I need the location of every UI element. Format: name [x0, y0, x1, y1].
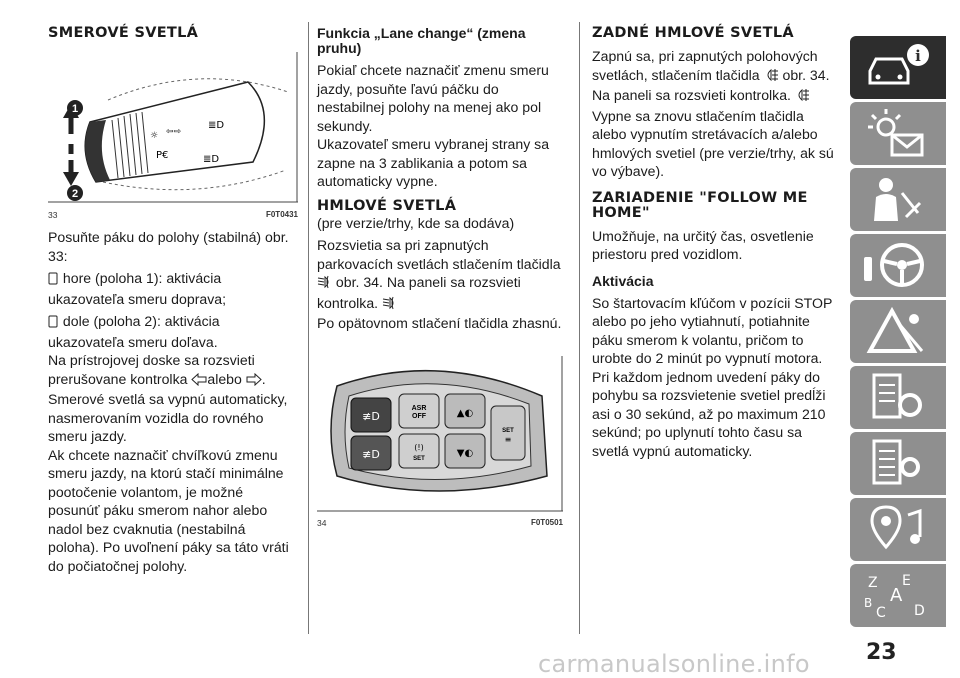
seat-airbag-icon [862, 173, 932, 225]
callout-2: 2 [71, 188, 79, 200]
front-fog-indicator-icon [382, 296, 397, 315]
figure-caption [48, 210, 298, 220]
svg-text:▲◐: ▲◐ [456, 407, 474, 419]
fog-note: (pre verzie/trhy, kde sa dodáva) [317, 214, 515, 231]
fog-p1 [317, 236, 563, 314]
rear-fog-p1 [592, 47, 840, 107]
svg-text:D: D [914, 603, 925, 619]
column-rear-fog [592, 26, 840, 460]
follow-p1: Umožňuje, na určitý čas, osvetlenie priestoru pred vozidlom. [592, 227, 814, 262]
svg-text:☼: ☼ [150, 131, 159, 141]
turn-left-indicator-icon [191, 372, 207, 391]
bullet-square-icon [48, 314, 59, 333]
tab-car-info[interactable] [850, 36, 946, 99]
section-title-rear-fog: ZADNÉ HMLOVÉ SVETLÁ [592, 25, 794, 41]
section-title-fog-lights: HMLOVÉ SVETLÁ [317, 197, 457, 214]
svg-text:≢D: ≢D [362, 447, 380, 461]
figure-number: 33 [48, 210, 58, 220]
svg-text:E: E [902, 573, 911, 589]
tab-emergency[interactable] [850, 300, 946, 363]
column-fog-lights [317, 26, 563, 528]
fog-p1-text-a: Rozsvietia sa pri zapnutých parkovacích svetlách stlačením tlačidla [317, 237, 561, 272]
activation-title: Aktivácia [592, 272, 654, 289]
svg-text:(!): (!) [414, 442, 424, 452]
rear-fog-icon [764, 68, 779, 87]
bullet-down-text: dole (poloha 2): aktivácia ukazovateľa smeru doľava. [48, 313, 220, 350]
asr-off-label: OFF [412, 412, 426, 420]
indicator-or: alebo [207, 370, 242, 387]
section-title-turn-signals: SMEROVÉ SVETLÁ [48, 25, 199, 41]
tab-driving[interactable] [850, 234, 946, 297]
indicator-paragraph [48, 351, 298, 390]
rear-fog-p1-text-b: obr. 34. Na paneli sa rozsvieti kontrolka. [592, 66, 830, 103]
steering-wheel-icon [862, 239, 932, 291]
figure-code: F0T0431 [265, 210, 298, 219]
figure-33 [48, 52, 298, 220]
figure-code: F0T0501 [530, 517, 563, 527]
maintenance-icon [862, 371, 932, 423]
indicator-text: Na prístrojovej doske sa rozsvieti prerušovane kontrolka [48, 352, 255, 387]
svg-text:Z: Z [868, 575, 878, 591]
svg-text:≢D: ≢D [362, 409, 380, 423]
svg-text:▼◐: ▼◐ [456, 447, 474, 459]
warning-lights-icon [862, 107, 932, 159]
section-title-follow-me-home: ZARIADENIE "FOLLOW ME HOME" [592, 189, 808, 221]
lane-change-p2: Ukazovateľ smeru vybranej strany sa zapne na 3 zablikania a potom sa automaticky vypne. [317, 136, 550, 189]
fog-p1-text-b: obr. 34. Na paneli sa rozsvieti kontrolka. [317, 274, 521, 311]
svg-text:≣D: ≣D [203, 154, 220, 165]
bullet-down [48, 312, 298, 351]
svg-text:⇦⇨: ⇦⇨ [166, 127, 182, 137]
intro-text: Posuňte páku do polohy (stabilná) obr. 33: [48, 229, 289, 264]
navigation-music-icon [862, 503, 932, 555]
svg-text:≡: ≡ [504, 434, 512, 444]
rear-fog-indicator-icon [795, 88, 810, 107]
fog-p2: Po opätovnom stlačení tlačidla zhasnú. [317, 315, 562, 331]
tab-safety[interactable] [850, 168, 946, 231]
auto-off-text: Smerové svetlá sa vypnú automaticky, nasmerovaním vozidla do rovného smeru jazdy. [48, 391, 288, 444]
set-label-tpms: SET [413, 455, 425, 462]
column-divider [579, 22, 580, 634]
svg-text:P€: P€ [156, 150, 169, 161]
figure-number: 34 [317, 517, 327, 528]
front-fog-icon [317, 275, 332, 294]
svg-text:≣D: ≣D [208, 120, 225, 131]
watermark: carmanualsonline.info [538, 650, 810, 678]
bullet-up-text: hore (poloha 1): aktivácia ukazovateľa smeru doprava; [48, 270, 227, 307]
lane-change-title: Funkcia „Lane change“ (zmena pruhu) [317, 25, 526, 56]
index-letters-icon [862, 569, 932, 621]
indicator-end: . [261, 370, 266, 387]
stalk-illustration [48, 52, 298, 204]
tech-data-icon [862, 437, 932, 489]
bullet-square-icon [48, 271, 59, 290]
activation-text: So štartovacím kľúčom v pozícii STOP alebo po jeho vytiahnutí, potiahnite páku smerom k volantu, pričom to urobte do 2 minút po vypnutí motora. Pri každom jednom uvedení páky do pohybu sa rozsvietenie svetiel predĺži asi o 30 sekúnd, až po maximum 210 sekúnd; po uplynutí tohto času sa svetlá vypnú automaticky. [592, 294, 833, 459]
column-divider [308, 22, 309, 634]
figure-caption [317, 518, 563, 528]
tab-index[interactable] [850, 564, 946, 627]
warning-triangle-icon [862, 305, 932, 357]
column-turn-signals [48, 26, 298, 575]
lane-change-text: Ak chcete naznačiť chvíľkovú zmenu smeru jazdy, na ktorú stačí minimálne pootočenie volantom, je možné posunúť páku smerom nahor alebo nadol bez cvaknutia (nestabilná poloha). Po uvoľnení páky sa táto vráti do počiatočnej polohy. [48, 446, 289, 574]
asr-label: ASR [411, 404, 427, 412]
tab-tech-data[interactable] [850, 432, 946, 495]
figure-34 [317, 356, 563, 528]
switch-panel-illustration [317, 356, 563, 512]
tab-maintenance[interactable] [850, 366, 946, 429]
svg-text:A: A [890, 585, 903, 606]
page-number: 23 [866, 640, 897, 665]
svg-text:C: C [876, 605, 886, 621]
bullet-up [48, 269, 298, 308]
rear-fog-p2: Vypne sa znovu stlačením tlačidla alebo vypnutím stretávacích a/alebo hmlových svetiel (pre verzie/trhy, ak sú vo výbave). [592, 107, 834, 179]
svg-text:i: i [915, 47, 921, 65]
tab-multimedia[interactable] [850, 498, 946, 561]
rear-fog-p1-text-a: Zapnú sa, pri zapnutých polohových svetlách, stlačením tlačidla [592, 48, 818, 83]
tab-warning-lights[interactable] [850, 102, 946, 165]
lane-change-p1: Pokiaľ chcete naznačiť zmenu smeru jazdy, posuňte ľavú páčku do nestabilnej polohy na menej ako pol sekundy. [317, 62, 549, 134]
callout-1: 1 [71, 103, 79, 115]
svg-text:B: B [864, 596, 873, 610]
turn-right-indicator-icon [246, 372, 262, 391]
set-label: SET [502, 427, 514, 434]
car-info-icon [862, 41, 932, 93]
